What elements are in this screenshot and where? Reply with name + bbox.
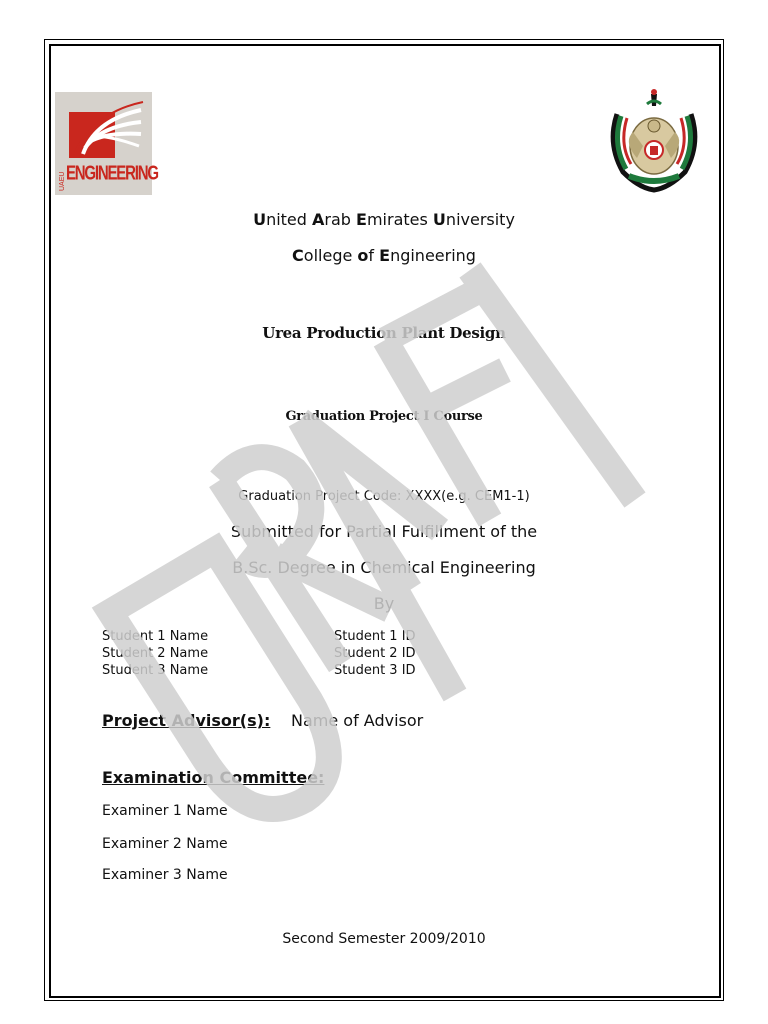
examiner-name: Examiner 2 Name <box>102 836 228 852</box>
examiner-name: Examiner 1 Name <box>102 803 228 819</box>
student-names <box>102 628 208 679</box>
logo-vertical-text: UAEU <box>59 171 66 191</box>
student-name: Student 3 Name <box>102 663 209 678</box>
student-id: Student 2 ID <box>334 646 416 661</box>
student-id: Student 1 ID <box>334 629 416 644</box>
advisor-label: Project Advisor(s): <box>102 711 271 730</box>
student-id: Student 3 ID <box>334 663 416 678</box>
submitted-line: Submitted for Partial Fulfillment of the <box>230 522 538 541</box>
examiner-name: Examiner 3 Name <box>102 867 228 883</box>
university-name: United Arab Emirates University <box>253 210 515 229</box>
advisor-name: Name of Advisor <box>291 711 424 730</box>
degree-line: B.Sc. Degree in Chemical Engineering <box>232 558 536 577</box>
uaeu-engineering-logo <box>55 92 158 195</box>
project-title: Urea Production Plant Design <box>262 324 506 342</box>
uae-emblem-icon <box>603 84 705 194</box>
student-ids <box>334 628 416 679</box>
semester-label: Second Semester 2009/2010 <box>282 931 486 947</box>
committee-label: Examination Committee: <box>102 768 325 787</box>
project-code: Graduation Project Code: XXXX(e.g. CEM1-1) <box>238 489 530 504</box>
course-name: Graduation Project I Course <box>285 409 483 424</box>
logo-engineering-text: ENGINEERING <box>66 162 158 185</box>
college-name: College of Engineering <box>292 246 476 265</box>
student-name: Student 2 Name <box>102 646 209 661</box>
student-name: Student 1 Name <box>102 629 209 644</box>
by-label: By <box>373 594 395 613</box>
